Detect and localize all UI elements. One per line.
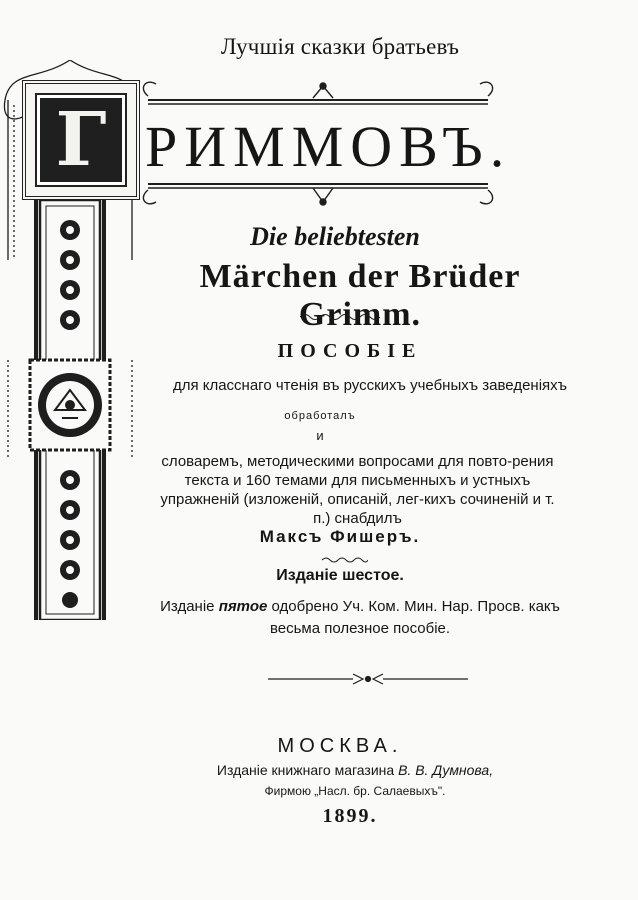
publication-year: 1899.: [322, 805, 378, 827]
wave-rule-icon: [300, 312, 380, 322]
publisher-name: В. В. Думнова,: [398, 762, 494, 778]
approval-rest: одобрено Уч. Ком. Мин. Нар. Просв. какъ весьма полезное пособіе.: [269, 598, 560, 637]
approval-prefix: Изданіе: [160, 598, 215, 615]
publisher-prefix: Изданіе книжнаго магазина: [216, 762, 395, 778]
german-line-1: Die beliebtesten: [250, 222, 420, 251]
description-paragraph: словаремъ, методическими вопросами для повто-рения текста и 160 темами для письменныхъ и устныхъ упражненій (изложеній, описаній, лег-кихъ сочиненій и т. п.) снабдилъ: [160, 453, 555, 527]
german-line-2: Märchen der Brüder Grimm.: [199, 258, 521, 333]
arrow-divider-icon: [268, 672, 468, 686]
and-word: и: [316, 428, 324, 443]
wave-rule-small-icon: [322, 555, 368, 565]
author-name: Максъ Фишеръ.: [259, 527, 421, 546]
edited-by: обработалъ: [284, 410, 356, 422]
edition-line: Изданіе шестое.: [276, 567, 404, 584]
approval-emph: пятое: [218, 598, 268, 615]
scroll-rule-icon: [138, 78, 508, 108]
initial-letter: Г: [55, 97, 107, 183]
publisher-line: [160, 762, 550, 778]
approval-note: [150, 596, 570, 640]
decorated-initial: [22, 80, 140, 200]
main-title: РИММОВЪ.: [145, 114, 512, 179]
purpose-line: для класснаго чтенія въ русскихъ учебныхъ заведеніяхъ: [172, 377, 568, 394]
firm-line: Фирмою „Насл. бр. Салаевыхъ".: [264, 784, 446, 798]
city-name: МОСКВА.: [277, 735, 403, 757]
subtitle: Лучшія сказки братьевъ: [220, 34, 460, 59]
heading-posobie: ПОСОБІЕ: [277, 340, 423, 362]
scroll-rule-bottom-icon: [138, 178, 508, 208]
